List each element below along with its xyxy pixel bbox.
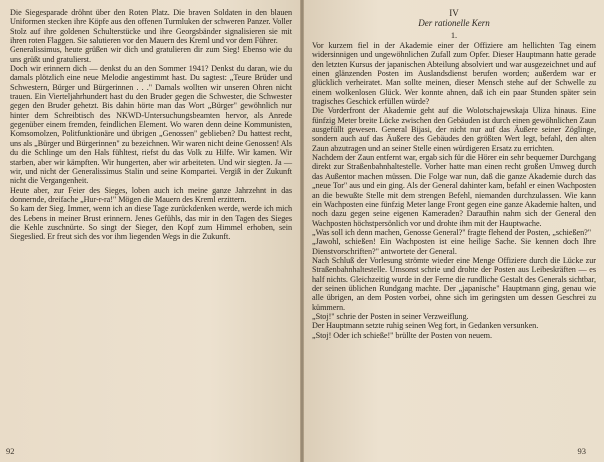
page-number: 93 <box>577 446 586 456</box>
paragraph: Der Hauptmann setzte ruhig seinen Weg fort, in Gedanken versunken. <box>312 321 539 331</box>
paragraph: Nachdem der Zaun entfernt war, ergab sich für die Hörer ein sehr bequemer Durchgang direkt zur Straßenbahnhaltestelle. Vorher hatte man einen recht großen Umweg durch das Außentor machen müssen. Die Folge war nun, daß die ganze Akademie durch das „neue Tor" aus und ein ging. Als der General dahinter kam, befahl er einen Wachposten an die bewußte Stelle mit dem strengen Befehl, niemanden durchzulassen. Wie kann ein Wachposten eine fünfzig Meter lange Front gegen eine ganze Akademie halten, und noch dazu gegen seine eigenen Kameraden? Daraufhin nahm sich der General den Wachposten höchstpersönlich vor und drohte ihm mit der Hauptwache. <box>312 153 596 228</box>
page-number: 92 <box>6 446 15 456</box>
chapter-number: IV <box>449 8 459 18</box>
paragraph: Generalissimus, heute grüßen wir dich und gratulieren dir zum Sieg! Ebenso wie du uns grüßt und gratulierst. <box>10 45 292 64</box>
chapter-title: Der rationelle Kern <box>418 18 490 28</box>
paragraph: „Stoj! Oder ich schieße!" brüllte der Posten von neuem. <box>312 330 492 340</box>
paragraph: Vor kurzem fiel in der Akademie einer der Offiziere am hellichten Tag einem widersinnigen und ungewöhnlichen Zufall zum Opfer. Dieser Hauptmann hatte gerade den letzten Kursus der japanischen Abteilung absolviert und war ausgezeichnet und auf einen glänzenden Posten im Auslandsdienst berufen worden; außerdem war er glücklich verheiratet. Man sollte meinen, dieser Mensch stehe auf der Schwelle zu einem wolkenlosen Glück. Wer konnte ahnen, daß ich ein paar Stunden später sein tragisches Geschick erfüllen würde? <box>312 41 596 107</box>
paragraph: „Jawohl, schießen! Ein Wachposten ist eine heilige Sache. Sie kennen doch Ihre Dienstvorschriften?" antwortete der General. <box>312 237 596 256</box>
left-page <box>0 0 300 462</box>
section-number: 1. <box>450 31 458 40</box>
paragraph: Die Siegesparade dröhnt über den Roten Platz. Die braven Soldaten in den blauen Uniformen stecken ihre Köpfe aus den offenen Turmluken der schweren Panzer. Voller Stolz auf ihre goldenen Schulterstücke und ihre Georgsbänder signalisieren sie mit ihren roten Flaggen. Sie salutieren vor den Mauern des Kreml und vor dem Führer. <box>10 8 292 46</box>
paragraph: Heute aber, zur Feier des Sieges, loben auch ich meine ganze Jahrzehnt in das donnernde, dreifache „Hur-r-ra!" Mögen die Mauern des Kreml erzittern. <box>10 185 292 204</box>
paragraph: So kam der Sieg. Immer, wenn ich an diese Tage zurückdenken werde, werde ich mich des Lebens in meiner Brust erinnern. Jenes Gefühls, das mir in den Tagen des Sieges die Kehle zuschnürte. So singt der Sieger, den Kopf zum Himmel erhoben, sein Siegeslied. Er freut sich des vor ihm liegenden Wegs in die Zukunft. <box>10 204 292 242</box>
paragraph: „Stoj!" schrie der Posten in seiner Verzweiflung. <box>312 311 469 321</box>
paragraph: „Was soll ich denn machen, Genosse General?" fragte flehend der Posten, „schießen?" <box>312 227 592 237</box>
paragraph: Doch wir erinnern dich — denkst du an den Sommer 1941? Denkst du daran, wie du damals plötzlich eine neue Melodie angestimmt hast. Du sagtest: „Teure Brüder und Schwestern, Bürger und Bürgerinnen . . ." Damals wollten wir unseren Ohren nicht trauen. Ein Vierteljahrhundert hast du den Bruder gegen die Schwester, die Schwester gegen den Bruder gehetzt. Bis dahin hörte man das Wort „Bürger" gewöhnlich nur hinter dem Schreibtisch des NKWD-Untersuchungsbeamten hervor, als Anrede gegenüber einem fremden, feindlichen Element. Wo waren denn deine Kommunisten, Komsomolzen, Politfunktionäre und übrigen „Genossen" geblieben? Du hattest recht, uns als „Bürger und Bürgerinnen" zu bezeichnen. Wir waren nicht deine Genossen! Als du die Schlinge um den Hals fühltest, riefst du das Volk zu Hilfe. Wir kamen. Wir starben, aber wir kämpften. Wir hungerten, aber wir arbeiteten. Und wir siegten. Ja — wir, und nicht der Generalissimus Stalin und seine Kompartei. Vergiß in der Zukunft nicht die Vergangenheit. <box>10 64 292 186</box>
right-page <box>304 0 604 462</box>
paragraph: Nach Schluß der Vorlesung strömte wieder eine Menge Offiziere durch die Lücke zur Straßenbahnhaltestelle. Umsonst schrie und drohte der Posten aus Leibeskräften — es half nichts. Gleichzeitig wurde in der Ferne die rundliche Gestalt des Generals sichtbar, der seinen üblichen Rundgang machte. Der „japanische" Hauptmann ging, genau wie alle übrigen, an dem Posten vorbei, ohne sich im geringsten um dessen Geschrei zu kümmern. <box>312 255 596 312</box>
paragraph: Die Vorderfront der Akademie geht auf die Wolotschajewskaja Uliza hinaus. Eine fünfzig Meter breite Lücke zwischen den Gebäuden ist durch einen gewöhnlichen Zaun ausgefüllt gewesen. General Bijasi, der nicht nur auf das Äußere seiner Zöglinge, sondern auch auf das Äußere des Gebäudes den größten Wert legt, befahl, den alten Zaun abzutragen und an seiner Stelle einen würdigeren Ersatz zu errichten. <box>312 106 596 153</box>
